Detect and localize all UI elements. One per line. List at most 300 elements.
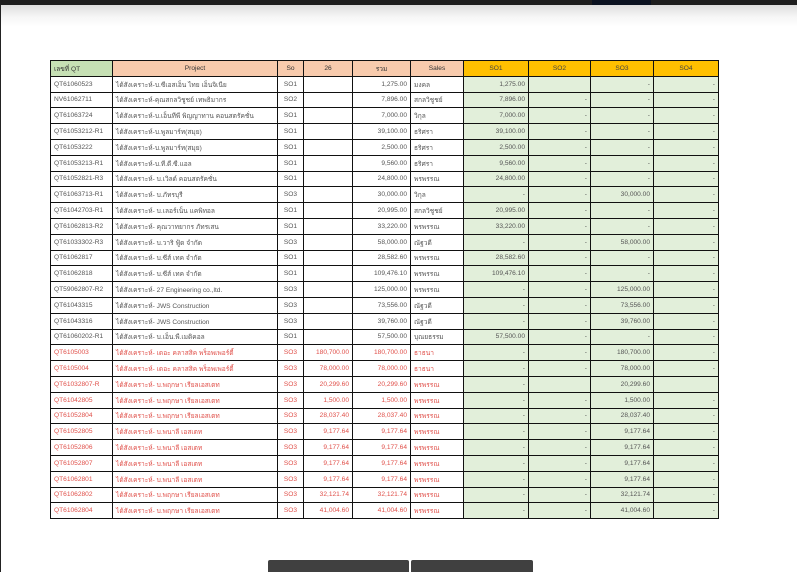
- cell-qt[interactable]: QT61052821-R3: [51, 171, 113, 187]
- cell-total[interactable]: 1,500.00: [353, 392, 411, 408]
- cell-c26[interactable]: 9,177.64: [304, 424, 353, 440]
- cell-so2[interactable]: -: [529, 361, 591, 377]
- cell-so[interactable]: SO3: [278, 187, 304, 203]
- cell-qt[interactable]: QT61032807-R: [51, 376, 113, 392]
- cell-total[interactable]: 41,004.60: [353, 503, 411, 519]
- cell-project[interactable]: ได้สังเคราะห์-บ.ที.ดี.ซี.แอล: [113, 155, 278, 171]
- cell-so4[interactable]: -: [654, 408, 719, 424]
- cell-total[interactable]: 7,896.00: [353, 92, 411, 108]
- cell-project[interactable]: ได้สังเคราะห์- JWS Construction: [113, 313, 278, 329]
- cell-so4[interactable]: -: [654, 297, 719, 313]
- cell-so1[interactable]: -: [464, 187, 529, 203]
- cell-qt[interactable]: QT61060202-R1: [51, 329, 113, 345]
- cell-so1[interactable]: -: [464, 455, 529, 471]
- cell-so1[interactable]: 109,476.10: [464, 266, 529, 282]
- cell-so[interactable]: SO1: [278, 218, 304, 234]
- table-row: [51, 392, 719, 408]
- cell-sales[interactable]: ธาธนา: [411, 361, 464, 377]
- cell-total[interactable]: 39,100.00: [353, 124, 411, 140]
- cell-so[interactable]: SO1: [278, 76, 304, 92]
- cell-c26[interactable]: [304, 92, 353, 108]
- cell-so1[interactable]: 33,220.00: [464, 218, 529, 234]
- cell-so1[interactable]: 9,560.00: [464, 155, 529, 171]
- cell-so[interactable]: SO2: [278, 92, 304, 108]
- cell-sales[interactable]: สกลวิชูชย์: [411, 92, 464, 108]
- cell-sales[interactable]: วิกุล: [411, 108, 464, 124]
- cell-qt[interactable]: QT61052805: [51, 424, 113, 440]
- cell-so1[interactable]: 7,000.00: [464, 108, 529, 124]
- cell-total[interactable]: 58,000.00: [353, 234, 411, 250]
- cell-sales[interactable]: ณัฐวดี: [411, 297, 464, 313]
- cell-total[interactable]: 39,760.00: [353, 313, 411, 329]
- cell-project[interactable]: ได้สังเคราะห์- บ.พนาลี เอสเตท: [113, 424, 278, 440]
- cell-c26[interactable]: 9,177.64: [304, 471, 353, 487]
- cell-so4[interactable]: -: [654, 392, 719, 408]
- cell-so2[interactable]: -: [529, 392, 591, 408]
- cell-so4[interactable]: -: [654, 471, 719, 487]
- cell-so1[interactable]: -: [464, 297, 529, 313]
- cell-so1[interactable]: -: [464, 424, 529, 440]
- cell-project[interactable]: ได้สังเคราะห์- บ.พฤกษา เรียลเอสเตท: [113, 392, 278, 408]
- cell-so3[interactable]: 58,000.00: [591, 234, 654, 250]
- cell-c26[interactable]: 20,299.60: [304, 376, 353, 392]
- cell-project[interactable]: ได้สังเคราะห์- บ.พนาลี เอสเตท: [113, 471, 278, 487]
- cell-so3[interactable]: 20,299.60: [591, 376, 654, 392]
- cell-sales[interactable]: พรพรรณ: [411, 392, 464, 408]
- table-row: [51, 266, 719, 282]
- header-so2: SO2: [529, 61, 591, 77]
- cell-c26[interactable]: 28,037.40: [304, 408, 353, 424]
- cell-qt[interactable]: QT61042703-R1: [51, 203, 113, 219]
- cell-project[interactable]: ได้สังเคราะห์- JWS Construction: [113, 297, 278, 313]
- cell-qt[interactable]: QT61053222: [51, 139, 113, 155]
- cell-c26[interactable]: [304, 187, 353, 203]
- cell-total[interactable]: 109,476.10: [353, 266, 411, 282]
- cell-so4[interactable]: -: [654, 155, 719, 171]
- cell-so[interactable]: SO3: [278, 313, 304, 329]
- cell-so[interactable]: SO3: [278, 440, 304, 456]
- cell-so4[interactable]: -: [654, 139, 719, 155]
- cell-so2[interactable]: -: [529, 203, 591, 219]
- cell-c26[interactable]: 9,177.64: [304, 440, 353, 456]
- cell-so3[interactable]: 9,177.64: [591, 424, 654, 440]
- cell-so3[interactable]: -: [591, 139, 654, 155]
- cell-qt[interactable]: QT61062813-R2: [51, 218, 113, 234]
- cell-c26[interactable]: [304, 203, 353, 219]
- cell-so2[interactable]: -: [529, 408, 591, 424]
- cell-project[interactable]: ได้สังเคราะห์-บ.พูลมาร์ท(สมุย): [113, 139, 278, 155]
- cell-sales[interactable]: มงคล: [411, 76, 464, 92]
- cell-total[interactable]: 33,220.00: [353, 218, 411, 234]
- cell-so1[interactable]: -: [464, 313, 529, 329]
- cell-so3[interactable]: 1,500.00: [591, 392, 654, 408]
- cell-so4[interactable]: -: [654, 345, 719, 361]
- cell-so4[interactable]: -: [654, 455, 719, 471]
- cell-c26[interactable]: [304, 329, 353, 345]
- cell-so1[interactable]: -: [464, 487, 529, 503]
- cell-total[interactable]: 28,037.40: [353, 408, 411, 424]
- cell-sales[interactable]: พรพรรณ: [411, 455, 464, 471]
- cell-qt[interactable]: QT61063713-R1: [51, 187, 113, 203]
- cell-sales[interactable]: พรพรรณ: [411, 471, 464, 487]
- cell-so1[interactable]: 7,896.00: [464, 92, 529, 108]
- cell-so1[interactable]: 57,500.00: [464, 329, 529, 345]
- cell-so4[interactable]: -: [654, 203, 719, 219]
- cell-sales[interactable]: พรพรรณ: [411, 487, 464, 503]
- cell-so1[interactable]: -: [464, 234, 529, 250]
- cell-c26[interactable]: 9,177.64: [304, 455, 353, 471]
- cell-sales[interactable]: บุณยธรรม: [411, 329, 464, 345]
- cell-qt[interactable]: QT61052804: [51, 408, 113, 424]
- cell-so4[interactable]: -: [654, 313, 719, 329]
- cell-project[interactable]: ได้สังเคราะห์- บ.ซีส์ เทค จำกัด: [113, 250, 278, 266]
- cell-so4[interactable]: -: [654, 503, 719, 519]
- cell-so3[interactable]: -: [591, 329, 654, 345]
- cell-so3[interactable]: -: [591, 155, 654, 171]
- cell-so3[interactable]: 39,760.00: [591, 313, 654, 329]
- cell-sales[interactable]: สกลวิชูชย์: [411, 203, 464, 219]
- header-row: [51, 61, 719, 77]
- cell-so3[interactable]: -: [591, 76, 654, 92]
- cell-so3[interactable]: 28,037.40: [591, 408, 654, 424]
- cell-total[interactable]: 20,299.60: [353, 376, 411, 392]
- cell-total[interactable]: 1,275.00: [353, 76, 411, 92]
- cell-c26[interactable]: [304, 218, 353, 234]
- cell-total[interactable]: 32,121.74: [353, 487, 411, 503]
- cell-sales[interactable]: ธริศรา: [411, 155, 464, 171]
- cell-so2[interactable]: -: [529, 440, 591, 456]
- cell-so3[interactable]: 9,177.64: [591, 471, 654, 487]
- cell-so2[interactable]: -: [529, 234, 591, 250]
- table-row: [51, 76, 719, 92]
- cell-so1[interactable]: -: [464, 392, 529, 408]
- cell-so2[interactable]: -: [529, 218, 591, 234]
- cell-qt[interactable]: NV61062711: [51, 92, 113, 108]
- cell-sales[interactable]: พรพรรณ: [411, 503, 464, 519]
- cell-so2[interactable]: -: [529, 187, 591, 203]
- cell-so[interactable]: SO1: [278, 124, 304, 140]
- cell-so1[interactable]: -: [464, 345, 529, 361]
- cell-project[interactable]: ได้สังเคราะห์- คุณวาทยากร ภัทรเสน: [113, 218, 278, 234]
- cell-sales[interactable]: พรพรรณ: [411, 266, 464, 282]
- cell-so4[interactable]: -: [654, 266, 719, 282]
- cell-total[interactable]: 9,560.00: [353, 155, 411, 171]
- table-row: [51, 487, 719, 503]
- cell-qt[interactable]: QT61062802: [51, 487, 113, 503]
- cell-project[interactable]: ได้สังเคราะห์- บ.เอ็น.พี.เมดิคอล: [113, 329, 278, 345]
- cell-project[interactable]: ได้สังเคราะห์- บ.ภัทรบุรี: [113, 187, 278, 203]
- cell-project[interactable]: ได้สังเคราะห์-บ.เอ็นทีพี พิญญาทาน คอนสตรัคชั่น: [113, 108, 278, 124]
- cell-project[interactable]: ได้สังเคราะห์-บ.พูลมาร์ท(สมุย): [113, 124, 278, 140]
- cell-so3[interactable]: 125,000.00: [591, 282, 654, 298]
- cell-so[interactable]: SO1: [278, 203, 304, 219]
- cell-c26[interactable]: 41,004.60: [304, 503, 353, 519]
- cell-so2[interactable]: -: [529, 313, 591, 329]
- cell-qt[interactable]: QT61062804: [51, 503, 113, 519]
- cell-so4[interactable]: -: [654, 187, 719, 203]
- cell-project[interactable]: ได้สังเคราะห์- บ.พฤกษา เรียลเอสเตท: [113, 408, 278, 424]
- cell-so2[interactable]: -: [529, 92, 591, 108]
- cell-total[interactable]: 24,800.00: [353, 171, 411, 187]
- table-row: [51, 250, 719, 266]
- bottom-tab-right[interactable]: [411, 560, 533, 572]
- cell-qt[interactable]: QT61060523: [51, 76, 113, 92]
- cell-qt[interactable]: QT61062818: [51, 266, 113, 282]
- cell-qt[interactable]: QT61042805: [51, 392, 113, 408]
- cell-so2[interactable]: -: [529, 124, 591, 140]
- cell-total[interactable]: 125,000.00: [353, 282, 411, 298]
- cell-so2[interactable]: -: [529, 455, 591, 471]
- cell-total[interactable]: 2,500.00: [353, 139, 411, 155]
- cell-so4[interactable]: -: [654, 108, 719, 124]
- cell-c26[interactable]: 32,121.74: [304, 487, 353, 503]
- cell-so2[interactable]: -: [529, 297, 591, 313]
- cell-so3[interactable]: 180,700.00: [591, 345, 654, 361]
- cell-so1[interactable]: -: [464, 503, 529, 519]
- cell-so[interactable]: SO1: [278, 266, 304, 282]
- cell-c26[interactable]: [304, 313, 353, 329]
- cell-so2[interactable]: [529, 376, 591, 392]
- table-row: [51, 171, 719, 187]
- cell-so[interactable]: SO1: [278, 139, 304, 155]
- cell-project[interactable]: ได้สังเคราะห์- บ.วาริ ฟู้ด จำกัด: [113, 234, 278, 250]
- cell-total[interactable]: 57,500.00: [353, 329, 411, 345]
- cell-so1[interactable]: -: [464, 361, 529, 377]
- cell-so[interactable]: SO1: [278, 171, 304, 187]
- cell-so3[interactable]: 73,556.00: [591, 297, 654, 313]
- table-row: [51, 203, 719, 219]
- cell-total[interactable]: 180,700.00: [353, 345, 411, 361]
- cell-project[interactable]: ได้สังเคราะห์- 27 Engineering co.,ltd.: [113, 282, 278, 298]
- cell-so[interactable]: SO3: [278, 376, 304, 392]
- cell-sales[interactable]: วิกุล: [411, 187, 464, 203]
- cell-project[interactable]: ได้สังเคราะห์-บ.ซีเอสเอ็น ไทย เอ็นจิเนีย: [113, 76, 278, 92]
- cell-so[interactable]: SO3: [278, 392, 304, 408]
- cell-project[interactable]: ได้สังเคราะห์- บ.เวิลด์ คอนสตรัคชั่น: [113, 171, 278, 187]
- cell-so2[interactable]: -: [529, 345, 591, 361]
- cell-qt[interactable]: QT61033302-R3: [51, 234, 113, 250]
- cell-qt[interactable]: QT61063724: [51, 108, 113, 124]
- header-qt: เลขที่ QT: [51, 61, 113, 77]
- cell-sales[interactable]: พรพรรณ: [411, 282, 464, 298]
- cell-so1[interactable]: 1,275.00: [464, 76, 529, 92]
- cell-total[interactable]: 9,177.64: [353, 455, 411, 471]
- cell-qt[interactable]: QT61043316: [51, 313, 113, 329]
- cell-so4[interactable]: -: [654, 440, 719, 456]
- cell-so4[interactable]: -: [654, 171, 719, 187]
- cell-project[interactable]: ได้สังเคราะห์- บ.พฤกษา เรียลเอสเตท: [113, 503, 278, 519]
- cell-sales[interactable]: พรพรรณ: [411, 171, 464, 187]
- cell-so4[interactable]: -: [654, 487, 719, 503]
- cell-sales[interactable]: พรพรรณ: [411, 408, 464, 424]
- cell-so3[interactable]: 41,004.60: [591, 503, 654, 519]
- cell-total[interactable]: 78,000.00: [353, 361, 411, 377]
- cell-qt[interactable]: QT61052807: [51, 455, 113, 471]
- header-sales: Sales: [411, 61, 464, 77]
- cell-qt[interactable]: QT6105004: [51, 361, 113, 377]
- cell-qt[interactable]: QT61062801: [51, 471, 113, 487]
- cell-so2[interactable]: -: [529, 250, 591, 266]
- cell-so[interactable]: SO3: [278, 345, 304, 361]
- cell-c26[interactable]: [304, 250, 353, 266]
- table-row: [51, 455, 719, 471]
- cell-so4[interactable]: -: [654, 234, 719, 250]
- cell-project[interactable]: ได้สังเคราะห์- เดอะ คลาสสิค พร็อพเพอร์ตี้: [113, 361, 278, 377]
- cell-so3[interactable]: 9,177.64: [591, 440, 654, 456]
- cell-so3[interactable]: -: [591, 108, 654, 124]
- cell-so2[interactable]: -: [529, 282, 591, 298]
- cell-so3[interactable]: -: [591, 218, 654, 234]
- cell-so[interactable]: SO3: [278, 234, 304, 250]
- cell-so3[interactable]: -: [591, 171, 654, 187]
- cell-so4[interactable]: -: [654, 250, 719, 266]
- cell-so4[interactable]: -: [654, 76, 719, 92]
- cell-qt[interactable]: QT61053213-R1: [51, 155, 113, 171]
- cell-c26[interactable]: [304, 234, 353, 250]
- cell-sales[interactable]: ณัฐวดี: [411, 234, 464, 250]
- cell-total[interactable]: 9,177.64: [353, 424, 411, 440]
- cell-project[interactable]: ได้สังเคราะห์- บ.ซีส์ เทค จำกัด: [113, 266, 278, 282]
- bottom-tab-left[interactable]: [268, 560, 409, 572]
- cell-c26[interactable]: [304, 297, 353, 313]
- table-row: [51, 297, 719, 313]
- cell-so2[interactable]: -: [529, 329, 591, 345]
- cell-so4[interactable]: -: [654, 92, 719, 108]
- cell-so1[interactable]: -: [464, 282, 529, 298]
- cell-so1[interactable]: -: [464, 440, 529, 456]
- cell-sales[interactable]: ณัฐวดี: [411, 313, 464, 329]
- cell-c26[interactable]: [304, 282, 353, 298]
- cell-so3[interactable]: -: [591, 124, 654, 140]
- cell-so4[interactable]: -: [654, 424, 719, 440]
- cell-so2[interactable]: -: [529, 503, 591, 519]
- cell-c26[interactable]: 180,700.00: [304, 345, 353, 361]
- cell-so3[interactable]: -: [591, 250, 654, 266]
- cell-c26[interactable]: [304, 171, 353, 187]
- cell-so4[interactable]: -: [654, 361, 719, 377]
- cell-sales[interactable]: พรพรรณ: [411, 250, 464, 266]
- cell-c26[interactable]: [304, 124, 353, 140]
- cell-project[interactable]: ได้สังเคราะห์- บ.พนาลี เอสเตท: [113, 440, 278, 456]
- cell-qt[interactable]: QT61052806: [51, 440, 113, 456]
- cell-so1[interactable]: -: [464, 471, 529, 487]
- cell-so1[interactable]: 2,500.00: [464, 139, 529, 155]
- cell-sales[interactable]: ธริศรา: [411, 124, 464, 140]
- cell-sales[interactable]: ธาธนา: [411, 345, 464, 361]
- cell-so4[interactable]: -: [654, 282, 719, 298]
- cell-so[interactable]: SO3: [278, 471, 304, 487]
- cell-total[interactable]: 7,000.00: [353, 108, 411, 124]
- cell-so2[interactable]: -: [529, 139, 591, 155]
- cell-project[interactable]: ได้สังเคราะห์- บ.พฤกษา เรียลเอสเตท: [113, 376, 278, 392]
- cell-so[interactable]: SO1: [278, 108, 304, 124]
- cell-c26[interactable]: 1,500.00: [304, 392, 353, 408]
- cell-project[interactable]: ได้สังเคราะห์- เดอะ คลาสสิค พร็อพเพอร์ตี้: [113, 345, 278, 361]
- cell-project[interactable]: ได้สังเคราะห์- บ.เลอร์เน็น แคพิทอล: [113, 203, 278, 219]
- cell-so[interactable]: SO1: [278, 155, 304, 171]
- cell-so[interactable]: SO3: [278, 297, 304, 313]
- cell-c26[interactable]: [304, 155, 353, 171]
- cell-sales[interactable]: พรพรรณ: [411, 424, 464, 440]
- cell-so4[interactable]: -: [654, 329, 719, 345]
- cell-so[interactable]: SO3: [278, 361, 304, 377]
- cell-so3[interactable]: 32,121.74: [591, 487, 654, 503]
- cell-qt[interactable]: QT61053212-R1: [51, 124, 113, 140]
- cell-so2[interactable]: -: [529, 487, 591, 503]
- cell-so2[interactable]: -: [529, 155, 591, 171]
- cell-c26[interactable]: 78,000.00: [304, 361, 353, 377]
- cell-so[interactable]: SO3: [278, 503, 304, 519]
- cell-qt[interactable]: QT61043315: [51, 297, 113, 313]
- cell-sales[interactable]: พรพรรณ: [411, 440, 464, 456]
- cell-so3[interactable]: 78,000.00: [591, 361, 654, 377]
- cell-so1[interactable]: 20,995.00: [464, 203, 529, 219]
- table-row: [51, 503, 719, 519]
- cell-so3[interactable]: -: [591, 92, 654, 108]
- cell-so1[interactable]: 24,800.00: [464, 171, 529, 187]
- cell-so[interactable]: SO3: [278, 487, 304, 503]
- cell-so4[interactable]: -: [654, 218, 719, 234]
- cell-project[interactable]: ได้สังเคราะห์- บ.พฤกษา เรียลเอสเตท: [113, 487, 278, 503]
- cell-so[interactable]: SO3: [278, 455, 304, 471]
- cell-total[interactable]: 30,000.00: [353, 187, 411, 203]
- cell-qt[interactable]: QT6105003: [51, 345, 113, 361]
- cell-so1[interactable]: 28,582.60: [464, 250, 529, 266]
- cell-so[interactable]: SO3: [278, 424, 304, 440]
- cell-so3[interactable]: -: [591, 203, 654, 219]
- cell-so2[interactable]: -: [529, 424, 591, 440]
- table-row: [51, 329, 719, 345]
- cell-sales[interactable]: พรพรรณ: [411, 218, 464, 234]
- cell-so3[interactable]: 30,000.00: [591, 187, 654, 203]
- cell-so[interactable]: SO1: [278, 329, 304, 345]
- cell-so3[interactable]: -: [591, 266, 654, 282]
- cell-so[interactable]: SO3: [278, 282, 304, 298]
- cell-so3[interactable]: 9,177.64: [591, 455, 654, 471]
- cell-so4[interactable]: -: [654, 124, 719, 140]
- cell-sales[interactable]: ธริศรา: [411, 139, 464, 155]
- cell-total[interactable]: 73,556.00: [353, 297, 411, 313]
- cell-c26[interactable]: [304, 139, 353, 155]
- cell-c26[interactable]: [304, 266, 353, 282]
- cell-so4[interactable]: [654, 376, 719, 392]
- cell-so2[interactable]: -: [529, 171, 591, 187]
- cell-so1[interactable]: 39,100.00: [464, 124, 529, 140]
- cell-sales[interactable]: พรพรรณ: [411, 376, 464, 392]
- cell-total[interactable]: 9,177.64: [353, 471, 411, 487]
- table-row: [51, 92, 719, 108]
- cell-qt[interactable]: QT61062817: [51, 250, 113, 266]
- cell-c26[interactable]: [304, 76, 353, 92]
- cell-so1[interactable]: -: [464, 376, 529, 392]
- cell-total[interactable]: 28,582.60: [353, 250, 411, 266]
- cell-so2[interactable]: -: [529, 108, 591, 124]
- cell-total[interactable]: 9,177.64: [353, 440, 411, 456]
- cell-so2[interactable]: -: [529, 471, 591, 487]
- cell-qt[interactable]: QT59062807-R2: [51, 282, 113, 298]
- cell-project[interactable]: ได้สังเคราะห์-คุณสกลวิชูชย์ เทพธิมากร: [113, 92, 278, 108]
- cell-so1[interactable]: -: [464, 408, 529, 424]
- cell-so[interactable]: SO1: [278, 250, 304, 266]
- cell-total[interactable]: 20,995.00: [353, 203, 411, 219]
- table-row: [51, 139, 719, 155]
- cell-so2[interactable]: [529, 76, 591, 92]
- cell-c26[interactable]: [304, 108, 353, 124]
- table-row: [51, 282, 719, 298]
- cell-so[interactable]: SO3: [278, 408, 304, 424]
- cell-project[interactable]: ได้สังเคราะห์- บ.พนาลี เอสเตท: [113, 455, 278, 471]
- cell-so2[interactable]: -: [529, 266, 591, 282]
